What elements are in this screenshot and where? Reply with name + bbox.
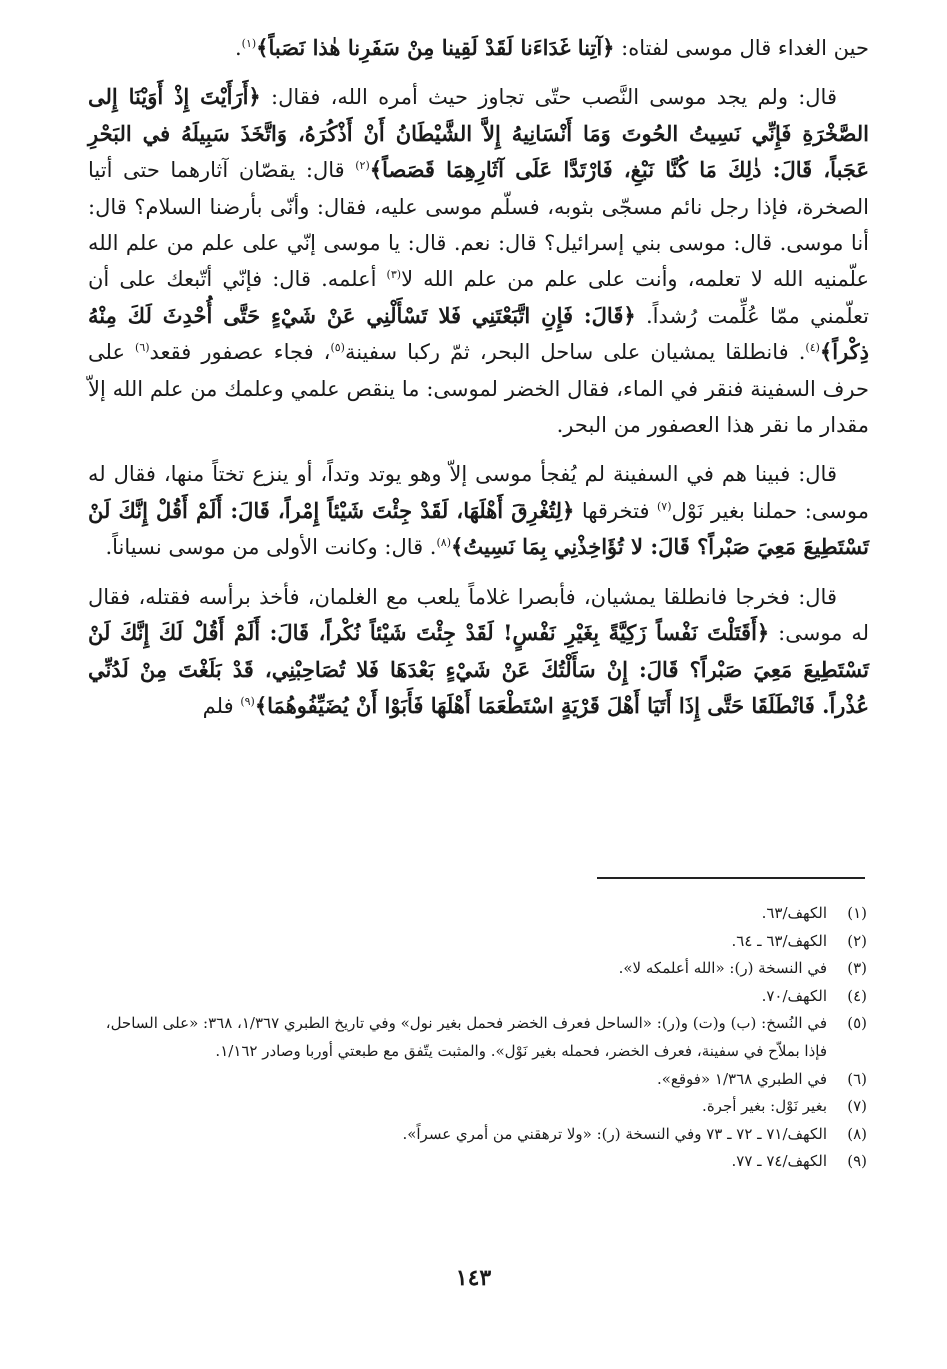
text-run: حين الغداء قال موسى لفتاه: <box>614 36 869 60</box>
footnote-number: (٢) <box>847 931 867 950</box>
footnote <box>90 1093 867 1121</box>
footnote-ref: (١) <box>241 37 257 50</box>
text-run: قال: فبينا هم في السفينة لم يُفجأ موسى إلاّ وهو يوتد وتداً، أو ينزع تختاً منها، فقال له موسى: حملنا بغير نَوْل <box>88 462 869 523</box>
footnote-text: الكهف/٦٣ ـ ٦٤. <box>731 931 827 950</box>
quran-quote: ﴿أَرَأَيْتَ إِذْ أَوَيْنَا إِلى الصَّخْرَةِ فَإِنِّي نَسِيتُ الحُوتَ وَمَا أَنْسَانِيهُ إِلاَّ الشَّيْطَانُ أَنْ أَذْكُرَهُ، وَاتَّخَذَ سَبِيلَهُ في البَحْرِ عَجَباً، قَالَ: ذٰلِكَ مَا كُنَّا نَبْغِ، فَارْتَدَّا عَلَى آثَارِهِمَا قَصَصاً﴾ <box>88 84 869 183</box>
footnote-text: في النُسخ: (ب) و(ت) و(ر): «الساحل فعرف الخضر فحمل بغير نول» وفي تاريخ الطبري ١/٣٦٧، ٣٦٨: «على الساحل، فإذا بملاّح في سفينة، فعرف الخضر، فحمله بغير نَوْل». والمثبت يتّفق مع طبعتي أوربا وصادر ١/١٦٢. <box>105 1014 827 1060</box>
footnote-number: (٤) <box>847 986 867 1005</box>
footnote-ref: (٤) <box>805 341 820 355</box>
footnote-ref: (٣) <box>386 268 402 282</box>
text-run: قال: يقصّان آثارهما حتى أتيا الصخرة، فإذا رجل نائم مسجّى بثوبه، فسلّم موسى عليه، فقال: وأنّى بأرضنا السلام؟ قال: أنا موسى. قال: موسى بني إسرائيل؟ قال: نعم. قال: يا موسى إنّي على علم من علم الله علّمنيه الله لا تعلمه، وأنت على علم من علم الله لا <box>88 158 869 292</box>
footnote-ref: (٦) <box>135 341 150 355</box>
footnote <box>90 1010 867 1065</box>
text-run: . <box>234 36 242 60</box>
paragraph <box>88 30 869 66</box>
footnotes-block <box>90 900 867 1176</box>
footnote-text: الكهف/٧٤ ـ ٧٧. <box>731 1152 827 1171</box>
footnote-text: الكهف/٦٣. <box>761 904 827 922</box>
footnote-text: الكهف/٧١ ـ ٧٢ ـ ٧٣ وفي النسخة (ر): «ولا ترهقني من أمري عسراً». <box>402 1124 827 1143</box>
text-run: . فانطلقا يمشيان على ساحل البحر، ثمّ ركبا سفينة <box>344 340 806 365</box>
footnote-text: بغير نَوْل: بغير أجرة. <box>702 1097 827 1116</box>
footnote <box>90 1121 867 1149</box>
footnote-ref: (٥) <box>330 341 345 355</box>
paragraph <box>88 579 869 725</box>
quran-quote: ﴿آتِنا غَدَاءَنا لَقَدْ لَقِينا مِنْ سَفَرِنا هٰذا نَصَباً﴾ <box>256 35 615 60</box>
footnote-ref: (٩) <box>240 694 255 708</box>
footnote <box>90 955 867 983</box>
footnote-separator <box>597 877 865 879</box>
text-run: على حرف السفينة فنقر في الماء، فقال الخضر لموسى: ما ينقص علمي وعلمك من علم الله إلاّ مقدار ما نقر هذا العصفور من البحر. <box>88 340 869 438</box>
page-number: ١٤٣ <box>455 1265 492 1291</box>
footnote-ref: (٨) <box>436 536 452 550</box>
footnote-ref: (٢) <box>355 159 370 173</box>
quran-quote: ﴿أَقَتَلْتَ نَفْساً زَكِيَّةً بِغَيْرِ نَفْسٍ! لَقَدْ جِئْتَ شَيْئاً نُكْراً، قَالَ: أَلَمْ أَقُلْ لَكَ إِنَّكَ لَنْ تَسْتَطِيعَ مَعِيَ صَبْراً؟ قَالَ: إِنْ سَأَلْتُكَ عَنْ شَيْءٍ بَعْدَهَا فَلا تُصَاحِبْنِي، قَدْ بَلَغْتَ مِنْ لَدُنِّي عُذْراً. فَانْطَلَقَا حَتَّى إِذَا أَتَيَا أَهْلَ قَرْيَةٍ اسْتَطْعَمَا أَهْلَهَا فَأَبَوْا أَنْ يُضَيِّفُوهُمَا﴾ <box>88 620 869 718</box>
paragraph <box>88 79 869 443</box>
footnote-number: (٨) <box>847 1124 867 1143</box>
footnote-number: (٧) <box>847 1097 867 1116</box>
footnote <box>90 1066 867 1094</box>
footnote-ref: (٧) <box>657 499 672 513</box>
quran-quote: ﴿قَالَ: فَإِنِ اتَّبَعْتَنِي فَلا تَسْأَلْنِي عَنْ شَيْءٍ حَتَّى أُحْدِثَ لَكَ مِنْهُ ذِكْراً﴾ <box>88 302 869 365</box>
footnote-number: (٥) <box>847 1014 867 1033</box>
footnote-number: (٩) <box>847 1152 867 1171</box>
footnote <box>90 928 867 956</box>
footnote <box>90 1148 867 1176</box>
footnote-number: (٣) <box>847 959 867 978</box>
text-run: فلم <box>202 693 241 718</box>
footnote-text: في الطبري ١/٣٦٨ «فوقع». <box>656 1069 827 1088</box>
footnote <box>90 983 867 1011</box>
text-run: قال: ولم يجد موسى النَّصب حتّى تجاوز حيث أمره الله، فقال: <box>260 85 837 110</box>
footnote-number: (١) <box>847 904 867 922</box>
text-run: أعلمه. قال: فإنّي أتّبعك على أن تعلّمني ممّا عُلِّمت رُشداً. <box>88 267 869 328</box>
text-run: ، فجاء عصفور فقعد <box>149 340 331 365</box>
paragraph <box>88 456 869 565</box>
footnote-number: (٦) <box>847 1069 867 1088</box>
text-run: قال: فخرجا فانطلقا يمشيان، فأبصرا غلاماً يلعب مع الغلمان، فأخذ برأسه فقتله، فقال له موسى: <box>88 584 869 646</box>
footnote <box>90 900 867 928</box>
footnote-text: في النسخة (ر): «الله أعلمكه لا». <box>618 959 827 978</box>
text-run: فتخرقها <box>574 498 657 523</box>
quran-quote: ﴿لِتُغْرِقَ أَهْلَهَا، لَقَدْ جِئْتَ شَيْئاً إِمْراً، قَالَ: أَلَمْ أَقُلْ إِنَّكَ لَنْ تَسْتَطِيعَ مَعِيَ صَبْراً؟ قَالَ: لا تُؤَاخِذْنِي بِمَا نَسِيتُ﴾ <box>88 497 869 560</box>
main-text <box>88 30 869 724</box>
footnote-text: الكهف/٧٠. <box>761 986 827 1005</box>
text-run: . قال: وكانت الأولى من موسى نسياناً. <box>105 535 437 560</box>
